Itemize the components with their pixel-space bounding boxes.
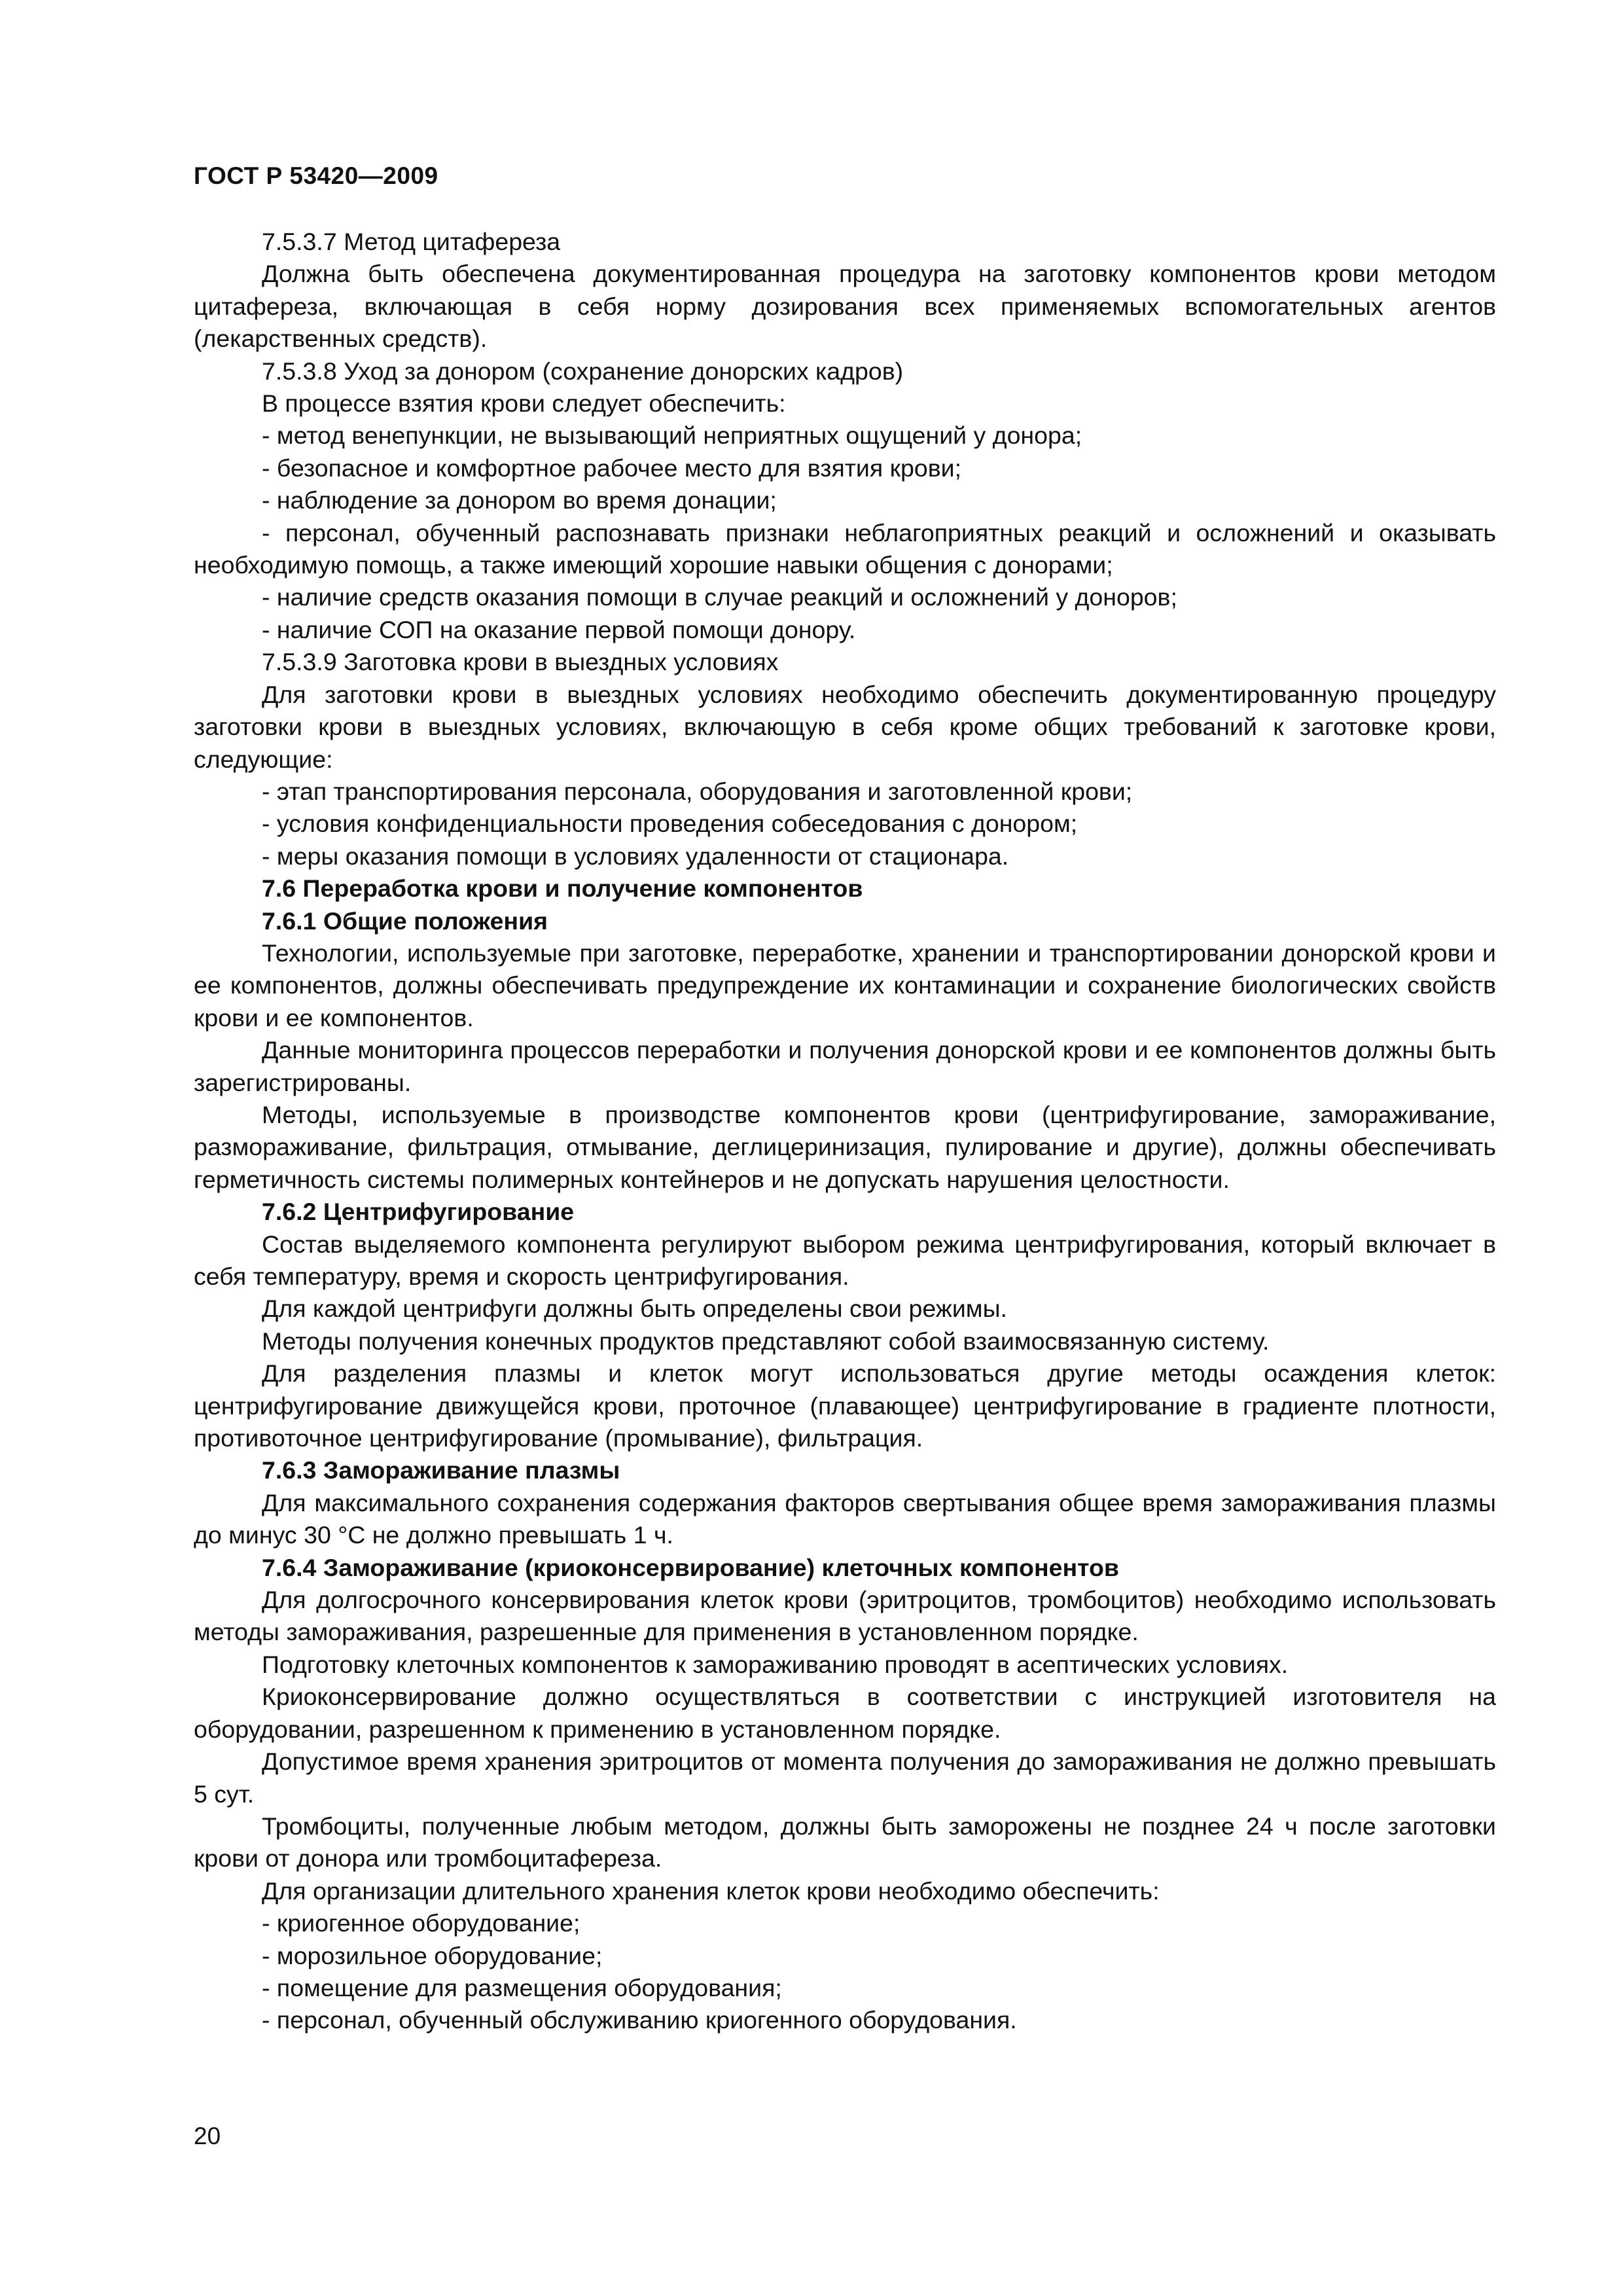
paragraph: 7.5.3.7 Метод цитафереза: [262, 228, 561, 255]
paragraph: 7.5.3.9 Заготовка крови в выездных условиях: [262, 648, 779, 676]
document-header: ГОСТ Р 53420—2009: [194, 162, 438, 189]
paragraph: Тромбоциты, полученные любым методом, должны быть заморожены не позднее 24 ч после заготовки крови от донора или тромбоцитафереза.: [194, 1812, 1496, 1873]
paragraph: Для каждой центрифуги должны быть определены свои режимы.: [262, 1295, 1007, 1323]
paragraph: Должна быть обеспечена документированная процедура на заготовку компонентов крови методом цитафереза, включающая в себя норму дозирования всех применяемых вспомогательных агентов (лекарственных средств).: [194, 260, 1496, 353]
paragraph: Состав выделяемого компонента регулируют выбором режима центрифугирования, который включает в себя температуру, время и скорость центрифугирования.: [194, 1230, 1496, 1290]
paragraph: Подготовку клеточных компонентов к замораживанию проводят в асептических условиях.: [262, 1650, 1289, 1678]
paragraph: - криогенное оборудование;: [262, 1909, 580, 1937]
paragraph: - меры оказания помощи в условиях удаленности от стационара.: [262, 842, 1009, 870]
paragraph: - этап транспортирования персонала, оборудования и заготовленной крови;: [262, 777, 1133, 805]
paragraph: Криоконсервирование должно осуществляться в соответствии с инструкцией изготовителя на оборудовании, разрешенном к применению в установленном порядке.: [194, 1683, 1496, 1743]
paragraph: Для организации длительного хранения клеток крови необходимо обеспечить:: [262, 1876, 1160, 1905]
section-heading: 7.6.1 Общие положения: [262, 906, 548, 935]
section-heading: 7.6.3 Замораживание плазмы: [262, 1456, 620, 1484]
paragraph: Для заготовки крови в выездных условиях необходимо обеспечить документированную процедуру заготовки крови в выездных условиях, включающую в себя кроме общих требований к заготовке крови, следующие:: [194, 680, 1496, 773]
paragraph: В процессе взятия крови следует обеспечить:: [262, 389, 786, 418]
paragraph: - безопасное и комфортное рабочее место для взятия крови;: [262, 454, 962, 482]
paragraph: - наличие средств оказания помощи в случае реакций и осложнений у доноров;: [262, 583, 1177, 611]
paragraph: - наличие СОП на оказание первой помощи донору.: [262, 615, 856, 643]
paragraph: - персонал, обученный обслуживанию криогенного оборудования.: [262, 2006, 1017, 2034]
paragraph: - морозильное оборудование;: [262, 1941, 603, 1969]
paragraph: - помещение для размещения оборудования;: [262, 1973, 782, 2001]
paragraph: - наблюдение за донором во время донации;: [262, 486, 777, 514]
section-heading: 7.6.2 Центрифугирование: [262, 1198, 575, 1226]
paragraph: 7.5.3.8 Уход за донором (сохранение донорских кадров): [262, 357, 904, 385]
section-heading: 7.6 Переработка крови и получение компонентов: [262, 874, 863, 903]
section-heading: 7.6.4 Замораживание (криоконсервирование) клеточных компонентов: [262, 1553, 1119, 1581]
paragraph: Для максимального сохранения содержания факторов свертывания общее время замораживания плазмы до минус 30 °С не должно превышать 1 ч.: [194, 1488, 1496, 1549]
paragraph: Методы получения конечных продуктов представляют собой взаимосвязанную систему.: [262, 1327, 1270, 1355]
paragraph: Для разделения плазмы и клеток могут использоваться другие методы осаждения клеток: центрифугирование движущейся крови, проточное (плавающее) центрифугирование в градиенте плотности, противоточное центрифугирование (промывание), фильтрация.: [194, 1359, 1496, 1452]
paragraph: - персонал, обученный распознавать признаки неблагоприятных реакций и осложнений и оказывать необходимую помощь, а также имеющий хорошие навыки общения с донорами;: [194, 518, 1496, 579]
page-number: 20: [194, 2123, 221, 2149]
paragraph: Методы, используемые в производстве компонентов крови (центрифугирование, замораживание, размораживание, фильтрация, отмывание, деглицеринизация, пулирование и другие), должны обеспечивать герметичность системы полимерных контейнеров и не допускать нарушения целостности.: [194, 1100, 1496, 1193]
paragraph: Для долгосрочного консервирования клеток крови (эритроцитов, тромбоцитов) необходимо использовать методы замораживания, разрешенные для применения в установленном порядке.: [194, 1586, 1496, 1646]
paragraph: Допустимое время хранения эритроцитов от момента получения до замораживания не должно превышать 5 сут.: [194, 1748, 1496, 1808]
paragraph: - условия конфиденциальности проведения собеседования с донором;: [262, 810, 1078, 838]
paragraph: Данные мониторинга процессов переработки и получения донорской крови и ее компонентов должны быть зарегистрированы.: [194, 1036, 1496, 1096]
paragraph: Технологии, используемые при заготовке, переработке, хранении и транспортировании донорской крови и ее компонентов, должны обеспечивать предупреждение их контаминации и сохранение биологических свойств крови и ее компонентов.: [194, 939, 1496, 1031]
document-body: [194, 226, 1496, 2037]
paragraph: - метод венепункции, не вызывающий неприятных ощущений у донора;: [262, 422, 1082, 450]
